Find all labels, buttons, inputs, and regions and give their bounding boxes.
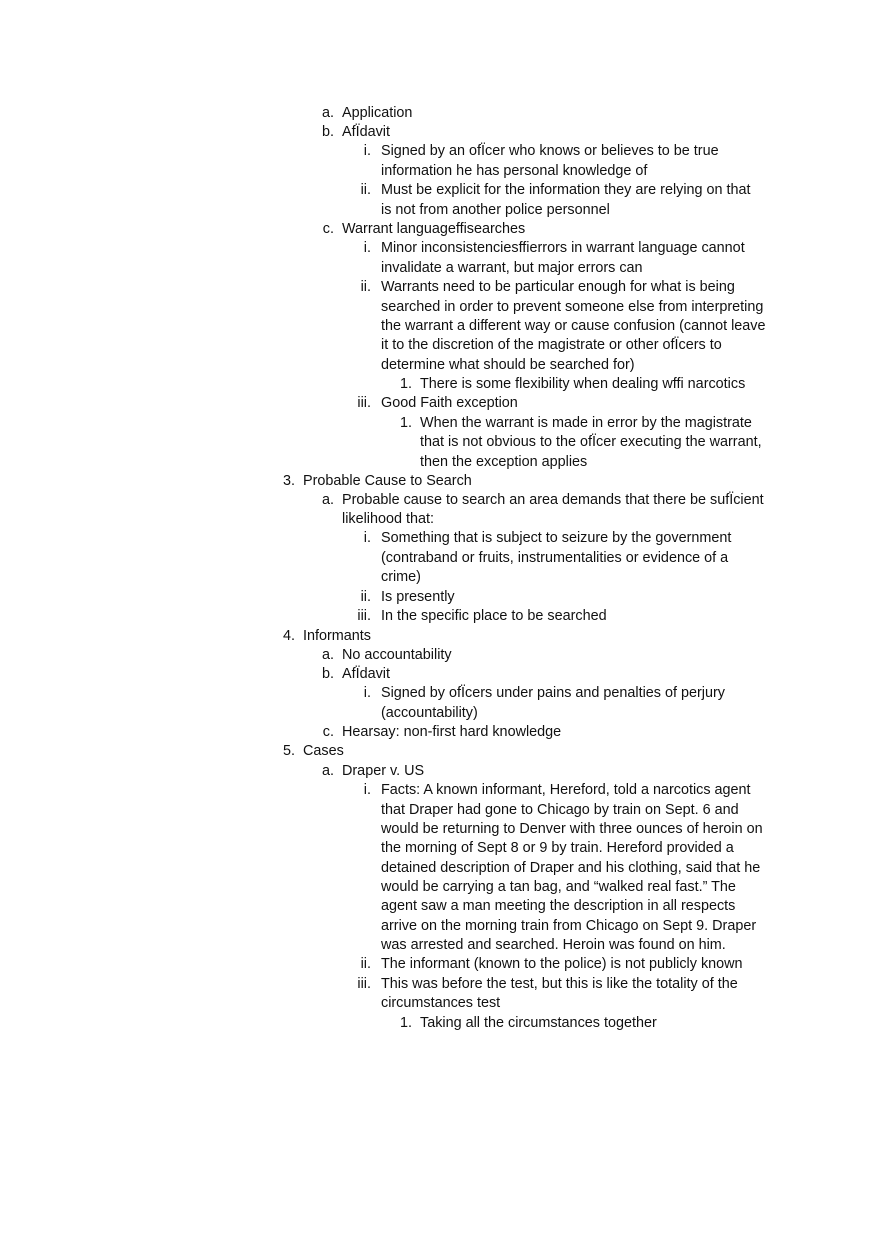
list-item [321,123,390,142]
list-item-continuation [381,162,647,181]
list-marker: a. [321,763,334,779]
list-item [360,588,455,607]
line-text: Informants [303,628,371,644]
line-text: Taking all the circumstances together [420,1015,657,1031]
line-text: crime) [381,569,421,585]
list-marker: c. [322,221,334,237]
line-text: the warrant a different way or cause confusion (cannot leave [381,318,766,334]
line-text: (contraband or fruits, instrumentalities or evidence of a [381,550,729,566]
line-text: it to the discretion of the magistrate or other ofÏcers to [381,337,722,353]
section-heading [282,742,344,761]
list-item-continuation [381,704,478,723]
line-text: Minor inconsistenciesffierrors in warrant language cannot [381,240,745,256]
list-item [321,646,452,665]
list-item [321,491,764,510]
list-item [363,142,719,161]
line-text: searched in order to prevent someone else from interpreting [381,299,764,315]
line-text: Warrants need to be particular enough for what is being [381,279,735,295]
list-marker: 4. [282,628,295,644]
line-text: is not from another police personnel [381,202,610,218]
line-text: then the exception applies [420,454,588,470]
line-text: AfÏdavit [342,666,390,682]
line-text: Facts: A known informant, Hereford, told a narcotics agent [381,782,751,798]
line-text: information he has personal knowledge of [381,163,648,179]
list-item [363,781,751,800]
list-marker: c. [322,724,334,740]
list-item [322,723,562,742]
list-item [399,414,752,433]
list-item-continuation [381,859,760,878]
list-item [321,665,390,684]
line-text: Probable cause to search an area demands that there be sufÏcient [342,492,764,508]
list-marker: b. [321,666,334,682]
list-item-continuation [381,317,766,336]
list-marker: b. [321,124,334,140]
line-text: Application [342,105,413,121]
line-text: Hearsay: non-first hard knowledge [342,724,562,740]
list-item-continuation [381,298,763,317]
line-text: AfÏdavit [342,124,390,140]
list-marker: a. [321,105,334,121]
line-text: When the warrant is made in error by the magistrate [420,415,752,431]
list-item-continuation [420,453,587,472]
list-item-continuation [381,917,756,936]
list-item [363,529,732,548]
list-item-continuation [342,510,434,529]
list-item-continuation [381,201,610,220]
list-marker: ii. [360,956,371,972]
line-text: Draper v. US [342,763,425,779]
list-marker: iii. [357,976,371,992]
line-text: No accountability [342,647,452,663]
line-text: would be returning to Denver with three ounces of heroin on [381,821,763,837]
list-item [357,975,738,994]
line-text: circumstances test [381,995,501,1011]
line-text: There is some flexibility when dealing wffi narcotics [420,376,746,392]
list-marker: 5. [282,743,295,759]
list-item [360,181,751,200]
list-item-continuation [381,897,735,916]
line-text: that Draper had gone to Chicago by train on Sept. 6 and [381,802,739,818]
list-item-continuation [381,549,728,568]
list-marker: 1. [399,415,412,431]
line-text: agent saw a man meeting the description in all respects [381,898,736,914]
line-text: Good Faith exception [381,395,518,411]
list-item [357,607,607,626]
list-item [399,1014,657,1033]
line-text: arrive on the morning train from Chicago on Sept 9. Draper [381,918,757,934]
list-item-continuation [381,994,500,1013]
list-marker: i. [363,240,371,256]
line-text: (accountability) [381,705,478,721]
section-heading [282,627,371,646]
list-item-continuation [381,839,734,858]
section-heading [282,472,472,491]
list-marker: 1. [399,376,412,392]
list-item-continuation [381,568,421,587]
list-marker: iii. [357,608,371,624]
list-marker: ii. [360,182,371,198]
list-item [321,762,425,781]
line-text: The informant (known to the police) is not publicly known [381,956,743,972]
list-item-continuation [381,936,726,955]
line-text: Signed by an ofÏcer who knows or believes to be true [381,143,719,159]
list-item [363,239,745,258]
line-text: In the specific place to be searched [381,608,607,624]
line-text: that is not obvious to the ofÏcer executing the warrant, [420,434,762,450]
list-item [399,375,746,394]
line-text: Something that is subject to seizure by the government [381,530,732,546]
list-marker: a. [321,647,334,663]
list-marker: ii. [360,589,371,605]
list-item [360,278,735,297]
line-text: would be carrying a tan bag, and “walked real fast.” The [381,879,736,895]
line-text: likelihood that: [342,511,435,527]
line-text: detained description of Draper and his clothing, said that he [381,860,761,876]
list-item-continuation [381,820,763,839]
list-marker: a. [321,492,334,508]
line-text: determine what should be searched for) [381,357,635,373]
list-item-continuation [420,433,762,452]
list-item-continuation [381,336,722,355]
list-item-continuation [381,259,643,278]
list-marker: i. [363,143,371,159]
line-text: Cases [303,743,344,759]
list-marker: i. [363,782,371,798]
list-item-continuation [381,356,635,375]
list-item [321,104,413,123]
list-item-continuation [381,801,739,820]
line-text: Signed by ofÏcers under pains and penalties of perjury [381,685,725,701]
line-text: invalidate a warrant, but major errors can [381,260,643,276]
list-item [363,684,725,703]
list-item [322,220,526,239]
list-marker: 1. [399,1015,412,1031]
list-marker: i. [363,685,371,701]
list-item [357,394,518,413]
list-item [360,955,743,974]
line-text: Warrant languageffisearches [342,221,526,237]
list-marker: iii. [357,395,371,411]
line-text: the morning of Sept 8 or 9 by train. Hereford provided a [381,840,734,856]
list-marker: ii. [360,279,371,295]
list-item-continuation [381,878,736,897]
line-text: Probable Cause to Search [303,473,472,489]
line-text: Must be explicit for the information they are relying on that [381,182,751,198]
list-marker: 3. [282,473,295,489]
line-text: was arrested and searched. Heroin was found on him. [381,937,726,953]
line-text: Is presently [381,589,455,605]
line-text: This was before the test, but this is like the totality of the [381,976,738,992]
list-marker: i. [363,530,371,546]
